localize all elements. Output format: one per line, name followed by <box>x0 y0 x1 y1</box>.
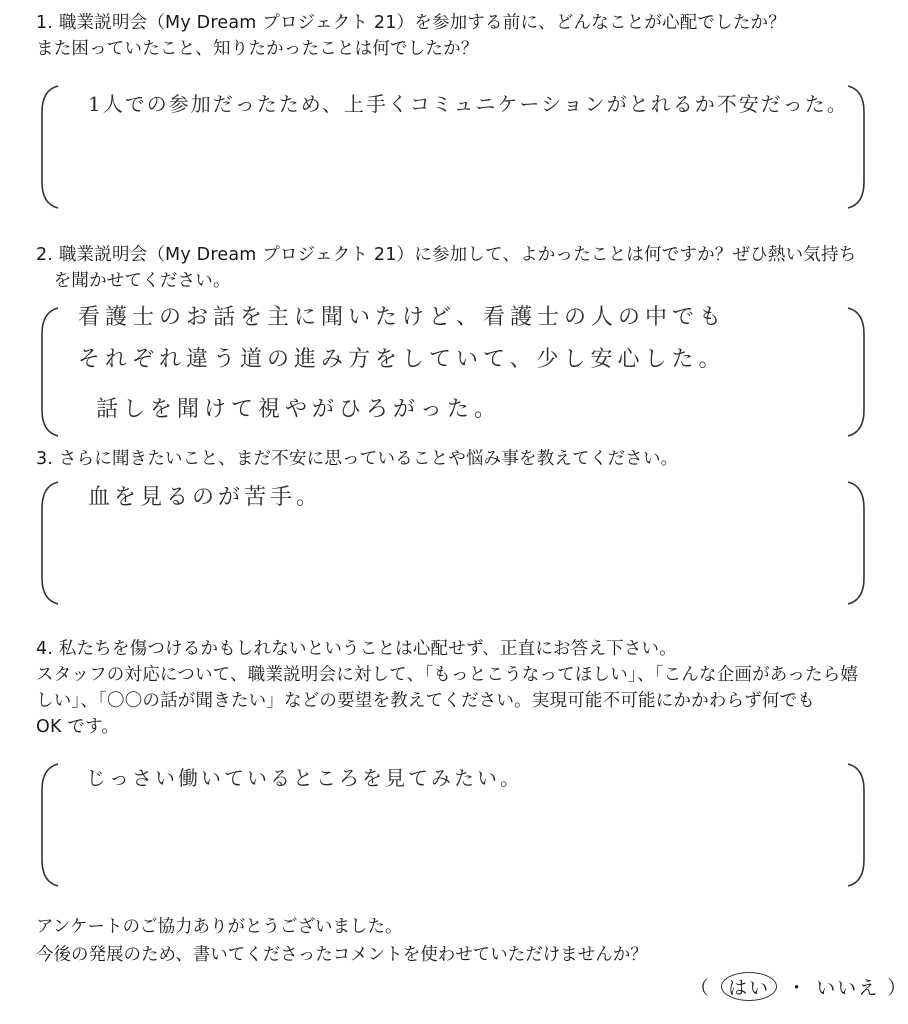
consent-choice <box>690 972 908 1001</box>
closing-thanks: アンケートのご協力ありがとうございました。 <box>36 917 403 937</box>
question-2: 2. 職業説明会（My Dream プロジェクト 21）に参加して、よかったことは何ですか？ぜひ熱い気持ち を聞かせてください。 <box>36 245 857 291</box>
answer-3-line-1: 血を見るのが苦手。 <box>88 485 323 510</box>
choice-separator: ・ <box>787 977 809 999</box>
choice-close-paren: ） <box>887 977 908 999</box>
answer-2-line-1: 看護士のお話を主に聞いたけど、看護士の人の中でも <box>78 305 727 330</box>
closing-request: 今後の発展のため、書いてくださったコメントを使わせていただけませんか？ <box>36 945 648 965</box>
answer-1-line-1: 1人での参加だったため、上手くコミュニケーションがとれるか不安だった。 <box>88 92 849 116</box>
answer-2-line-3: 話しを聞けて視やがひろがった。 <box>96 397 502 422</box>
question-3: 3. さらに聞きたいこと、まだ不安に思っていることや悩み事を教えてください。 <box>36 449 679 469</box>
choice-no[interactable]: いいえ <box>816 977 880 999</box>
choice-open-paren: （ <box>690 977 712 999</box>
choice-yes-circled[interactable]: はい <box>721 972 777 1001</box>
question-4: 4. 私たちを傷つけるかもしれないということは心配せず、正直にお答え下さい。 スタッフの対応について、職業説明会に対して、「もっとこうなってほしい」、「こんな企画があったら嬉 しい」、「〇〇の話が聞きたい」などの要望を教えてください。実現可能不可能にかかわらず何でも OK です。 <box>36 639 859 737</box>
question-1: 1. 職業説明会（My Dream プロジェクト 21）を参加する前に、どんなことが心配でしたか？ また困っていたこと、知りたかったことは何でしたか？ <box>36 13 786 59</box>
answer-2-line-2: それぞれ違う道の進み方をしていて、少し安心した。 <box>78 347 726 372</box>
answer-4-line-1: じっさい働いているところを見てみたい。 <box>86 766 523 790</box>
